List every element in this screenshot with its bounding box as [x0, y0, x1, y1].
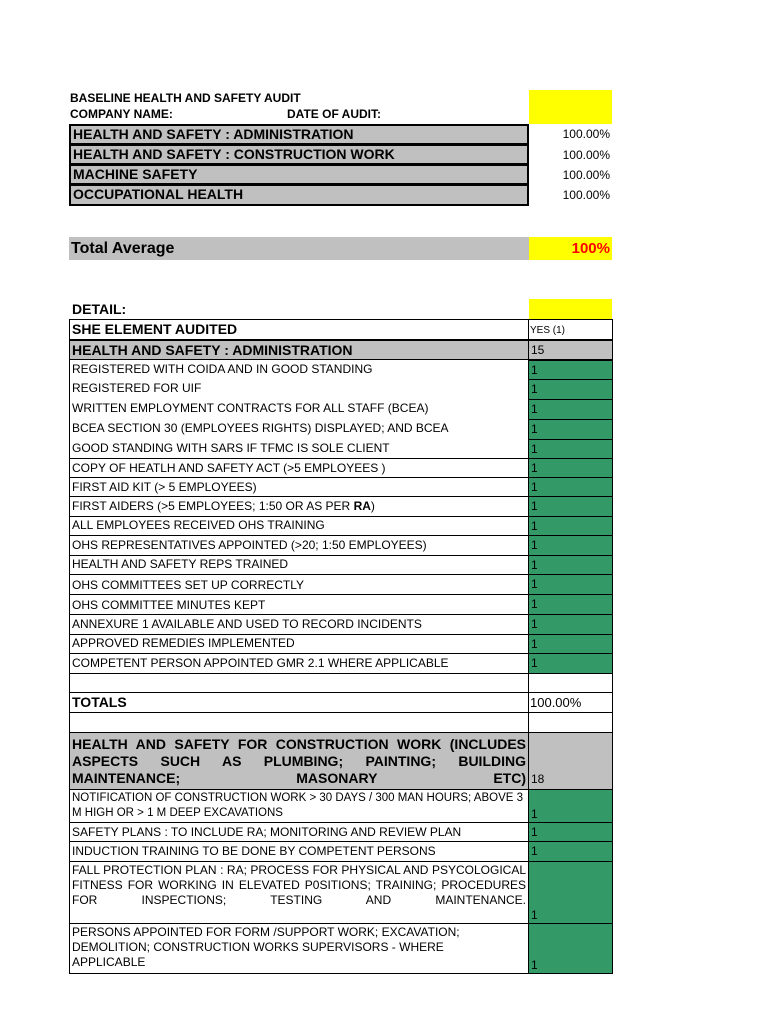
total-average-bar [69, 237, 529, 260]
construction-item-value: 1 [531, 958, 538, 972]
admin-item-value-cell[interactable] [528, 555, 613, 575]
admin-item-value: 1 [531, 422, 538, 436]
admin-item-label: APPROVED REMEDIES IMPLEMENTED [72, 636, 295, 650]
admin-section-value: 15 [531, 343, 545, 357]
admin-item-row [69, 614, 529, 635]
admin-item-value-cell[interactable] [528, 399, 613, 420]
admin-item-row [69, 594, 529, 615]
construction-item-value: 1 [531, 908, 538, 922]
admin-item-label: BCEA SECTION 30 (EMPLOYEES RIGHTS) DISPLAYED; AND BCEA [72, 421, 449, 435]
construction-item-value: 1 [531, 844, 538, 858]
admin-item-label: REGISTERED WITH COIDA AND IN GOOD STANDING [72, 362, 373, 376]
construction-item-value-cell[interactable] [528, 822, 613, 842]
construction-item-label: PERSONS APPOINTED FOR FORM /SUPPORT WORK; EXCAVATION; DEMOLITION; CONSTRUCTION WORKS SUPERVISORS - WHERE APPLICABLE [72, 925, 460, 969]
admin-item-value: 1 [531, 402, 538, 416]
total-average-cell [529, 237, 612, 260]
admin-item-value: 1 [531, 617, 538, 631]
summary-occupational-label: OCCUPATIONAL HEALTH [69, 184, 529, 206]
admin-item-label: GOOD STANDING WITH SARS IF TFMC IS SOLE CLIENT [72, 441, 390, 455]
admin-item-value-cell[interactable] [528, 653, 613, 674]
totals-label: TOTALS [72, 694, 127, 710]
summary-machine-value: 100.00% [562, 168, 610, 182]
admin-item-value-cell[interactable] [528, 439, 613, 459]
admin-item-label: OHS COMMITTEES SET UP CORRECTLY [72, 578, 305, 592]
admin-item-label: COMPETENT PERSON APPOINTED GMR 2.1 WHERE APPLICABLE [72, 656, 449, 670]
construction-item-value-cell[interactable] [528, 861, 613, 924]
company-name-label: COMPANY NAME: [70, 107, 173, 121]
admin-item-value-cell[interactable] [528, 614, 613, 635]
yes-column-header: YES (1) [530, 325, 566, 336]
label-text: ) [370, 499, 375, 513]
construction-item-value-cell[interactable] [528, 789, 613, 823]
construction-item-value-cell[interactable] [528, 923, 613, 974]
admin-item-value: 1 [531, 656, 538, 670]
admin-item-value: 1 [531, 519, 538, 533]
admin-item-label: WRITTEN EMPLOYMENT CONTRACTS FOR ALL STAFF (BCEA) [72, 401, 429, 415]
construction-item-row [69, 841, 529, 862]
admin-item-value-cell[interactable] [528, 379, 613, 400]
admin-item-value: 1 [531, 499, 538, 513]
detail-label: DETAIL: [72, 301, 127, 317]
company-name-input-cell[interactable] [529, 90, 612, 124]
label-text: FIRST AIDERS (>5 EMPLOYEES; 1:50 OR AS PER [72, 499, 354, 513]
total-average-value: 100% [571, 240, 610, 257]
summary-construction-label: HEALTH AND SAFETY : CONSTRUCTION WORK [69, 144, 529, 165]
admin-item-value-cell[interactable] [528, 458, 613, 478]
admin-section-label: HEALTH AND SAFETY : ADMINISTRATION [72, 342, 353, 358]
admin-item-value-cell[interactable] [528, 574, 613, 595]
admin-item-value: 1 [531, 577, 538, 591]
admin-item-value-cell[interactable] [528, 634, 613, 654]
admin-item-value-cell[interactable] [528, 516, 613, 536]
admin-item-value: 1 [531, 480, 538, 494]
admin-item-value: 1 [531, 558, 538, 572]
date-of-audit-label: DATE OF AUDIT: [287, 107, 381, 121]
admin-item-label: FIRST AID KIT (> 5 EMPLOYEES) [72, 480, 257, 494]
empty-row [69, 673, 613, 693]
totals-value: 100.00% [530, 695, 582, 710]
admin-item-value-cell[interactable] [528, 360, 613, 380]
admin-item-value-cell[interactable] [528, 477, 613, 497]
admin-item-label: OHS COMMITTEE MINUTES KEPT [72, 598, 266, 612]
admin-item-value: 1 [531, 597, 538, 611]
admin-item-value-cell[interactable] [528, 496, 613, 517]
admin-item-value-cell[interactable] [528, 594, 613, 615]
total-average-label: Total Average [71, 240, 175, 257]
admin-item-label: HEALTH AND SAFETY REPS TRAINED [72, 557, 289, 571]
construction-item-row [69, 822, 529, 842]
admin-item-row [69, 555, 529, 575]
admin-item-value: 1 [531, 382, 538, 396]
construction-item-label: FALL PROTECTION PLAN : RA; PROCESS FOR PHYSICAL AND PSYCOLOGICAL FITNESS FOR WORKING IN ELEVATED P0SITIONS; TRAINING; PROCEDURES FOR INSPECTIONS; TESTING AND MAINTENANCE. [72, 863, 526, 907]
construction-item-row [69, 861, 529, 924]
admin-item-row [69, 477, 529, 497]
summary-construction-value: 100.00% [562, 148, 610, 162]
empty-row [69, 712, 613, 733]
construction-section-value-cell [528, 732, 613, 790]
admin-item-value: 1 [531, 538, 538, 552]
construction-item-row [69, 789, 529, 823]
construction-item-row [69, 923, 529, 974]
admin-item-label: COPY OF HEATLH AND SAFETY ACT (>5 EMPLOYEES ) [72, 461, 386, 475]
admin-item-row [69, 496, 529, 517]
summary-machine-label: MACHINE SAFETY [69, 164, 529, 185]
admin-item-row [69, 634, 529, 654]
admin-item-row [69, 516, 529, 536]
admin-item-label: OHS REPRESENTATIVES APPOINTED (>20; 1:50 EMPLOYEES) [72, 538, 427, 552]
summary-occupational-value: 100.00% [562, 188, 610, 202]
construction-item-label: SAFETY PLANS : TO INCLUDE RA; MONITORING AND REVIEW PLAN [72, 825, 462, 839]
admin-section-header [70, 341, 528, 360]
construction-item-label: NOTIFICATION OF CONSTRUCTION WORK > 30 DAYS / 300 MAN HOURS; ABOVE 3 M HIGH OR > 1 M DEEP EXCAVATIONS [72, 792, 524, 819]
admin-item-value: 1 [531, 442, 538, 456]
admin-item-label: ALL EMPLOYEES RECEIVED OHS TRAINING [72, 518, 325, 532]
construction-section-value: 18 [531, 772, 545, 786]
admin-item-row [69, 653, 529, 674]
label-bold-text: RA [353, 499, 371, 513]
admin-item-label: ANNEXURE 1 AVAILABLE AND USED TO RECORD INCIDENTS [72, 617, 422, 631]
admin-section-value-cell [529, 341, 612, 360]
admin-item-value: 1 [531, 637, 538, 651]
construction-section-label: HEALTH AND SAFETY FOR CONSTRUCTION WORK (INCLUDES ASPECTS SUCH AS PLUMBING; PAINTING; BUILDING MAINTENANCE; MASONARY ETC) [72, 736, 526, 786]
admin-item-value-cell[interactable] [528, 535, 613, 556]
construction-item-value-cell[interactable] [528, 841, 613, 862]
admin-item-value: 1 [531, 461, 538, 475]
summary-admin-label: HEALTH AND SAFETY : ADMINISTRATION [69, 124, 529, 145]
construction-item-value: 1 [531, 825, 538, 839]
admin-item-value: 1 [531, 363, 538, 377]
admin-item-label: REGISTERED FOR UIF [72, 381, 202, 395]
summary-admin-value: 100.00% [562, 127, 610, 141]
construction-section-header [69, 732, 529, 790]
admin-item-row [69, 574, 529, 595]
admin-item-label [70, 499, 375, 513]
admin-item-row [69, 535, 529, 556]
construction-item-value: 1 [531, 807, 538, 821]
audit-title: BASELINE HEALTH AND SAFETY AUDIT [70, 91, 301, 105]
admin-item-row [69, 458, 529, 478]
detail-input-cell[interactable] [529, 299, 612, 319]
construction-item-label: INDUCTION TRAINING TO BE DONE BY COMPETENT PERSONS [72, 844, 436, 858]
she-element-header: SHE ELEMENT AUDITED [72, 321, 238, 337]
admin-item-value-cell[interactable] [528, 419, 613, 440]
